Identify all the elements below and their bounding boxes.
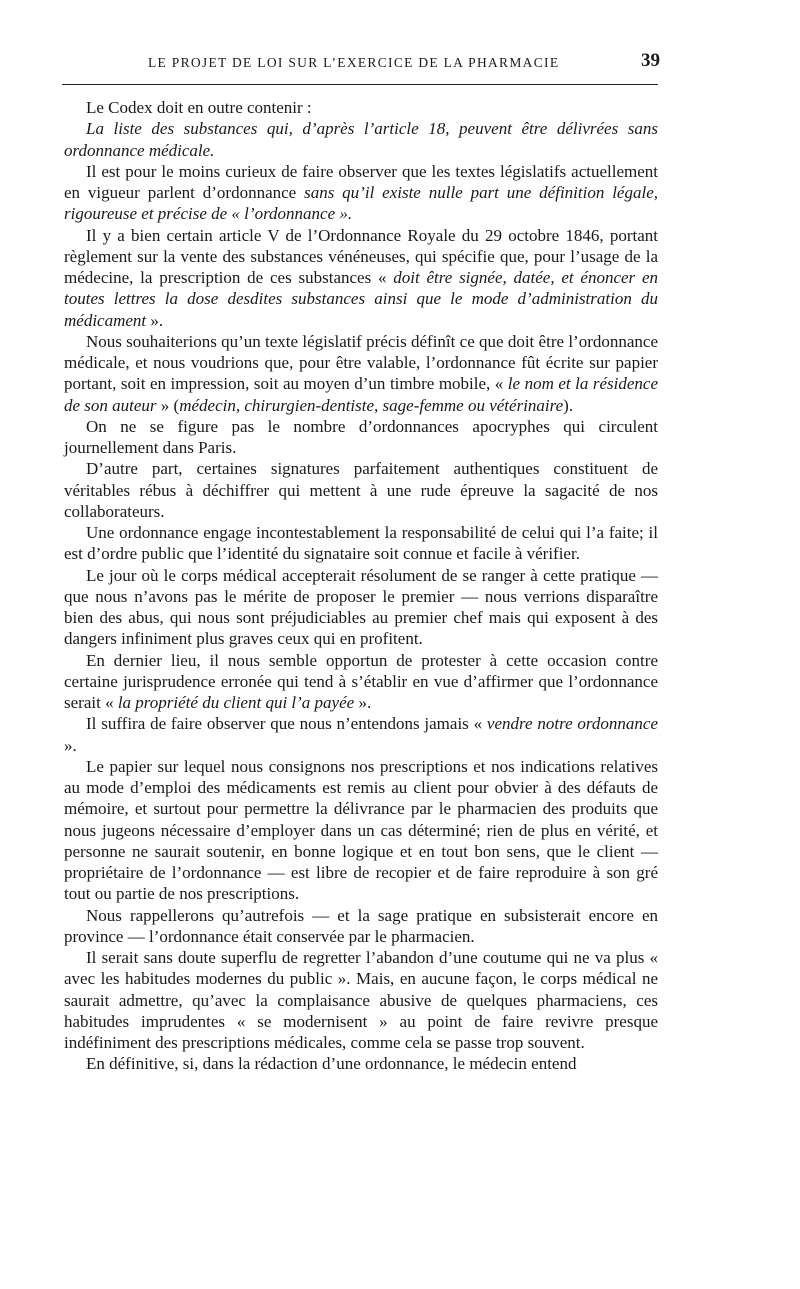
text-run: ».: [146, 310, 164, 330]
paragraph: [64, 161, 658, 225]
page-number: 39: [641, 50, 660, 71]
paragraph: [64, 713, 658, 756]
text-run: Nous rappellerons qu’autrefois — et la sage pratique en subsisterait encore en province — l’ordonnance était conservée par le pharmacien.: [64, 905, 658, 946]
paragraph: [64, 756, 658, 905]
text-run: ».: [64, 735, 77, 755]
text-run: Il suffira de faire observer que nous n’entendons jamais «: [86, 714, 487, 734]
text-run: ».: [354, 693, 372, 712]
text-run: Le Codex doit en outre contenir :: [86, 98, 312, 117]
paragraph: [64, 565, 658, 650]
italic-run: sans qu’il existe nulle part une définition légale, rigoureuse et précise de « l’ordonnance ».: [64, 183, 658, 224]
paragraph: [64, 118, 658, 161]
paragraph: [64, 97, 658, 118]
page-header: [62, 50, 660, 80]
paragraph: [64, 331, 658, 416]
text-run: » (: [156, 395, 180, 415]
paragraph: [64, 650, 658, 714]
text-run: Une ordonnance engage incontestablement la responsabilité de celui qui l’a faite; il est d’ordre public que l’identité du signataire soit connue et facile à vérifier.: [64, 523, 658, 564]
text-run: Le papier sur lequel nous consignons nos prescriptions et nos indications relatives au mode d’emploi des médicaments est remis au client pour obvier à des défauts de mémoire, et surtout pour permettre la délivrance par le pharmacien des produits que nous jugeons nécessaire d’employer dans un cas déterminé; rien de plus en vérité, et personne ne saurait soutenir, en bonne logique et en tout bon sens, que le client — propriétaire de l’ordonnance — est libre de recopier et de faire reproduire à son gré tout ou partie de nos prescriptions.: [64, 756, 658, 904]
paragraph: [64, 1053, 658, 1074]
text-run: Il serait sans doute superflu de regretter l’abandon d’une coutume qui ne va plus « avec les habitudes modernes du public ». Mais, en aucune façon, le corps médical ne saurait admettre, qu’avec la complaisance abusive de quelques pharmaciens, ces habitudes imprudentes « se modernisent » au point de faire revivre presque indéfiniment des prescriptions médicales, comme cela se passe trop souvent.: [64, 948, 658, 1052]
text-run: D’autre part, certaines signatures parfaitement authentiques constituent de véritables rébus à déchiffrer qui mettent à une rude épreuve la sagacité de nos collaborateurs.: [64, 459, 658, 521]
text-run: En définitive, si, dans la rédaction d’une ordonnance, le médecin entend: [86, 1054, 577, 1074]
paragraph: [64, 522, 658, 565]
italic-run: vendre notre ordonnance: [486, 714, 658, 734]
italic-run: La liste des substances qui, d’après l’article 18, peuvent être délivrées sans ordonnance médicale.: [64, 119, 658, 160]
running-title: LE PROJET DE LOI SUR L’EXERCICE DE LA PHARMACIE: [148, 55, 560, 70]
text-run: Nous souhaiterions qu’un texte législatif précis définît ce que doit être l’ordonnance médicale, et nous voudrions que, pour être valable, l’ordonnance fût écrite sur papier portant, soit en impression, soit au moyen d’un timbre mobile, «: [64, 331, 658, 394]
italic-run: la propriété du client qui l’a payée: [117, 693, 355, 712]
paragraph: [64, 905, 658, 948]
paragraph: [64, 416, 658, 459]
text-run: Il y a bien certain article V de l’Ordonnance Royale du 29 octobre 1846, portant règlement sur la vente des substances vénéneuses, qui spécifie que, pour l’usage de la médecine, la prescription de ces substances «: [64, 225, 658, 287]
italic-run: doit être signée, datée, et énoncer en toutes lettres la dose desdites substances ainsi que le mode d’administration du médicament: [64, 268, 658, 330]
text-run: ).: [563, 395, 574, 415]
italic-run: médecin, chirurgien-dentiste, sage-femme ou vétérinaire: [179, 395, 564, 415]
text-run: Le jour où le corps médical accepterait résolument de se ranger à cette pratique — que nous n’avons pas le mérite de proposer le premier — nous verrions disparaître bien des abus, qui nous sont préjudiciables au premier chef mais qui exposent à des dangers infiniment plus graves ceux qui en profitent.: [64, 565, 658, 649]
body-text: [64, 97, 658, 1075]
text-run: On ne se figure pas le nombre d’ordonnances apocryphes qui circulent journellement dans Paris.: [64, 416, 658, 457]
paragraph: [64, 947, 658, 1053]
text-run: En dernier lieu, il nous semble opportun de protester à cette occasion contre certaine jurisprudence erronée qui tend à s’établir en vue d’affirmer que l’ordonnance serait «: [64, 650, 658, 712]
header-rule: [62, 84, 658, 85]
paragraph: [64, 225, 658, 331]
text-run: Il est pour le moins curieux de faire observer que les textes législatifs actuellement en vigueur parlent d’ordonnance: [64, 161, 658, 202]
paragraph: [64, 458, 658, 522]
italic-run: le nom et la résidence de son auteur: [64, 374, 658, 415]
